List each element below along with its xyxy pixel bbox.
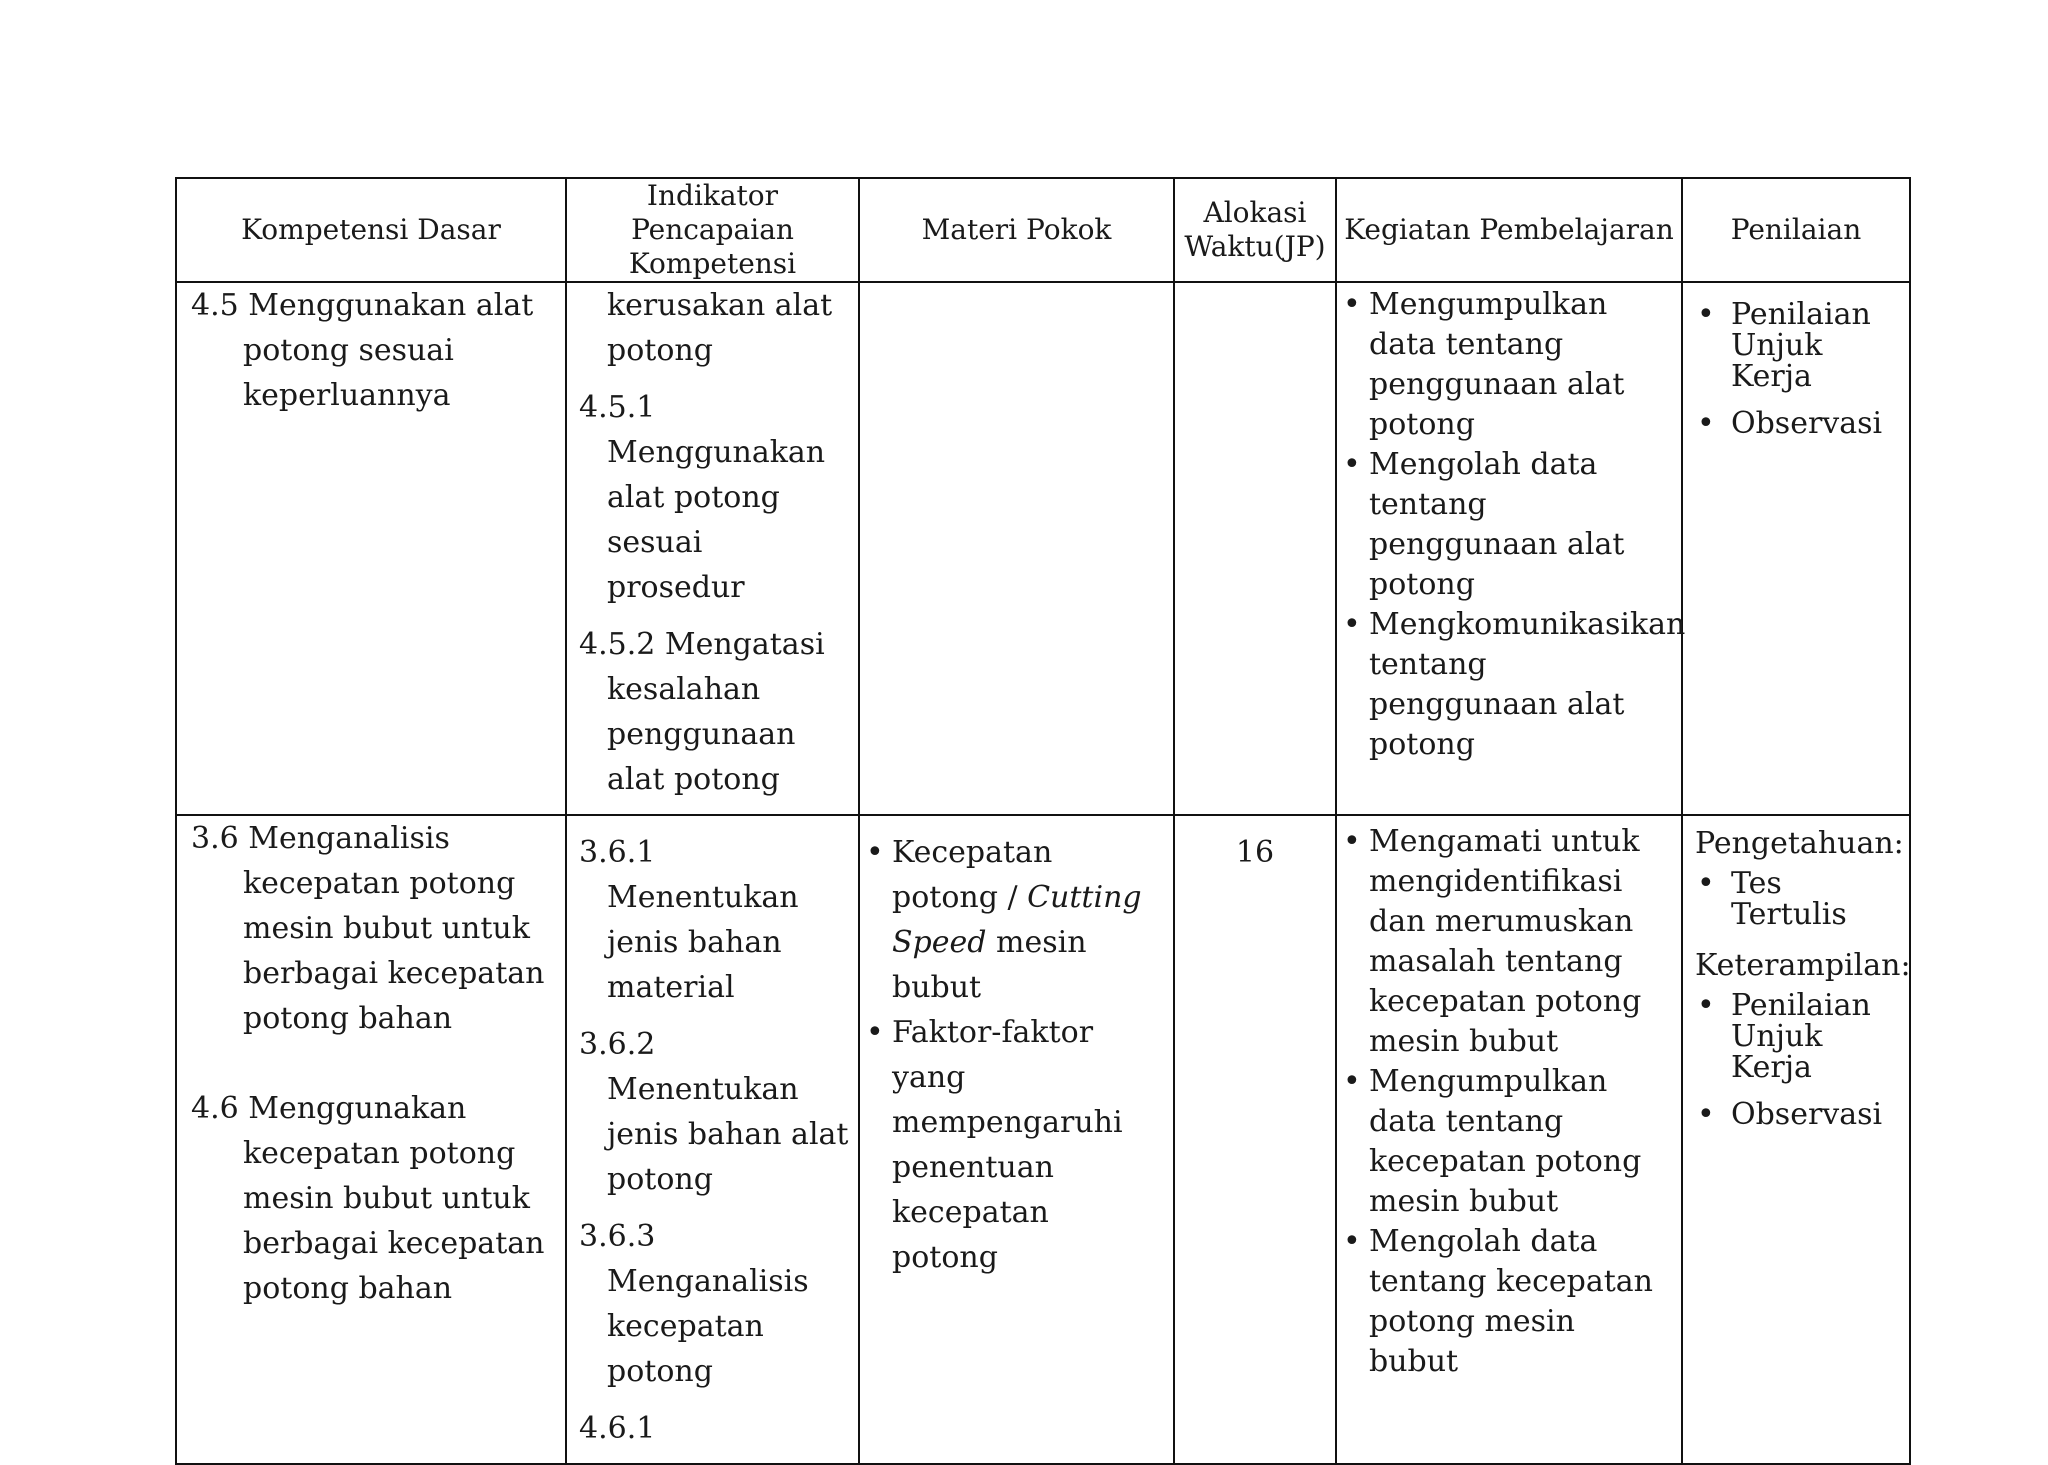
table-row (176, 815, 1910, 1464)
penilaian-label: Keterampilan: (1695, 948, 1911, 983)
cell-kompetensi-dasar (176, 815, 566, 1464)
materi-item: • Faktor-faktor yang mempengaruhi penentuan kecepatan potong (864, 1010, 1163, 1280)
cell-indikator (566, 282, 859, 815)
header-kompetensi-dasar: Kompetensi Dasar (176, 178, 566, 282)
kegiatan-item: • Mengolah data tentang kecepatan potong mesin bubut (1341, 1222, 1671, 1382)
cell-materi-pokok (859, 282, 1174, 815)
header-alokasi-waktu (1174, 178, 1336, 282)
header-indikator-line: Indikator (646, 179, 779, 212)
header-alokasi-line: Waktu(JP) (1184, 230, 1326, 263)
header-kegiatan-pembelajaran: Kegiatan Pembelajaran (1336, 178, 1682, 282)
kd-item: 4.5 Menggunakan alat potong sesuai keperluannya (191, 288, 534, 413)
cell-penilaian (1682, 815, 1910, 1464)
kd-item: 4.6 Menggunakan kecepatan potong mesin bubut untuk berbagai kecepatan potong bahan (191, 1091, 545, 1306)
kegiatan-item: • Mengkomunikasikan tentang penggunaan alat potong (1341, 605, 1671, 765)
kd-item: 3.6 Menganalisis kecepatan potong mesin bubut untuk berbagai kecepatan potong bahan (191, 821, 545, 1036)
table-row (176, 282, 1910, 815)
penilaian-item: • Observasi (1695, 1099, 1899, 1130)
penilaian-label: Pengetahuan: (1695, 826, 1904, 861)
cell-kegiatan (1336, 282, 1686, 815)
cell-kegiatan (1336, 815, 1682, 1464)
materi-text: mesin bubut (892, 925, 1087, 1005)
rpp-table (175, 177, 1911, 1465)
kegiatan-item: • Mengumpulkan data tentang kecepatan potong mesin bubut (1341, 1062, 1671, 1222)
penilaian-item: • Penilaian Unjuk Kerja (1695, 299, 1899, 392)
table-header-row (176, 178, 1910, 282)
indikator-item: 4.5.2 Mengatasi kesalahan penggunaan alat potong (579, 627, 825, 797)
header-indikator (566, 178, 859, 282)
materi-text-italic: Cutting Speed (892, 880, 1142, 960)
indikator-item: 4.6.1 (579, 1411, 656, 1446)
indikator-item: 3.6.2 Menentukan jenis bahan alat potong (579, 1027, 849, 1197)
cell-materi-pokok (859, 815, 1174, 1464)
header-indikator-line: Pencapaian (631, 213, 794, 246)
cell-penilaian (1682, 282, 1910, 815)
materi-text: Kecepatan potong / (892, 835, 1053, 915)
penilaian-item: • Observasi (1695, 408, 1899, 439)
indikator-item: 4.5.1 Menggunakan alat potong sesuai prosedur (579, 390, 826, 605)
indikator-item: 3.6.1 Menentukan jenis bahan material (579, 835, 799, 1005)
penilaian-item: • Tes Tertulis (1695, 868, 1899, 930)
kegiatan-item: • Mengolah data tentang penggunaan alat potong (1341, 445, 1671, 605)
indikator-item: 3.6.3 Menganalisis kecepatan potong (579, 1219, 809, 1389)
alokasi-value: 16 (1235, 835, 1275, 870)
materi-item (864, 830, 1163, 1010)
header-penilaian: Penilaian (1682, 178, 1910, 282)
cell-kompetensi-dasar (176, 282, 566, 815)
cell-alokasi-waktu (1174, 282, 1336, 815)
penilaian-item: • Penilaian Unjuk Kerja (1695, 990, 1899, 1083)
header-indikator-line: Kompetensi (628, 247, 797, 280)
indikator-item: kerusakan alat potong (607, 288, 833, 368)
header-materi-pokok: Materi Pokok (859, 178, 1174, 282)
header-alokasi-line: Alokasi (1203, 196, 1307, 229)
kegiatan-item: • Mengamati untuk mengidentifikasi dan merumuskan masalah tentang kecepatan potong mesin bubut (1341, 822, 1671, 1062)
cell-alokasi-waktu (1174, 815, 1336, 1464)
cell-indikator (566, 815, 859, 1464)
kegiatan-item: • Mengumpulkan data tentang penggunaan alat potong (1341, 285, 1671, 445)
